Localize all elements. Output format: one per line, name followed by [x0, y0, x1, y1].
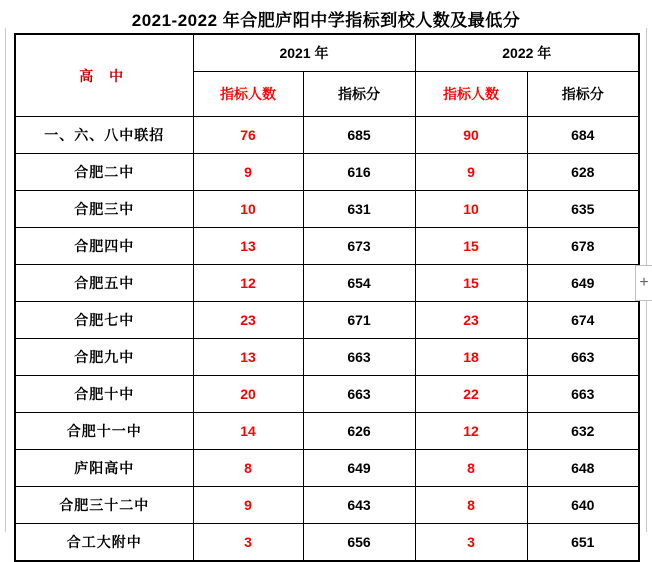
table-row — [15, 524, 639, 562]
cell-2022-count: 8 — [415, 487, 527, 524]
header-cell-school: 高 中 — [15, 34, 193, 117]
cell-2021-count: 76 — [193, 117, 303, 154]
cell-2021-score: 685 — [303, 117, 415, 154]
header-cell-2021-score: 指标分 — [303, 72, 415, 117]
cell-2021-count: 23 — [193, 302, 303, 339]
table-row — [15, 154, 639, 191]
cell-school: 合肥九中 — [15, 339, 193, 376]
table-row — [15, 413, 639, 450]
cell-2022-score: 640 — [527, 487, 639, 524]
cell-2022-count: 90 — [415, 117, 527, 154]
cell-2021-score: 643 — [303, 487, 415, 524]
cell-2022-score: 648 — [527, 450, 639, 487]
table-row — [15, 339, 639, 376]
table-row — [15, 376, 639, 413]
cell-2022-score: 678 — [527, 228, 639, 265]
cell-2021-count: 13 — [193, 339, 303, 376]
table-row — [15, 302, 639, 339]
cell-2021-count: 20 — [193, 376, 303, 413]
cell-2022-count: 10 — [415, 191, 527, 228]
cell-2021-score: 616 — [303, 154, 415, 191]
cell-2022-count: 23 — [415, 302, 527, 339]
cell-2021-score: 656 — [303, 524, 415, 562]
cell-2021-score: 673 — [303, 228, 415, 265]
cell-2022-score: 684 — [527, 117, 639, 154]
header-cell-year-2021: 2021 年 — [193, 34, 415, 72]
cell-school: 合肥十中 — [15, 376, 193, 413]
cell-2022-score: 674 — [527, 302, 639, 339]
cell-2021-score: 626 — [303, 413, 415, 450]
cell-school: 合肥四中 — [15, 228, 193, 265]
page-left-rule — [5, 28, 6, 532]
plus-icon: + — [639, 274, 649, 291]
indicator-table — [14, 33, 640, 562]
header-cell-2022-score: 指标分 — [527, 72, 639, 117]
cell-2021-score: 649 — [303, 450, 415, 487]
cell-2022-score: 649 — [527, 265, 639, 302]
cell-2022-count: 15 — [415, 265, 527, 302]
cell-school: 合肥三中 — [15, 191, 193, 228]
table-row — [15, 117, 639, 154]
table-row — [15, 228, 639, 265]
cell-school: 合肥五中 — [15, 265, 193, 302]
cell-school: 合肥十一中 — [15, 413, 193, 450]
cell-2022-score: 663 — [527, 376, 639, 413]
header-cell-2021-count: 指标人数 — [193, 72, 303, 117]
page-title: 2021-2022 年合肥庐阳中学指标到校人数及最低分 — [131, 11, 521, 30]
cell-2021-count: 8 — [193, 450, 303, 487]
cell-2021-count: 13 — [193, 228, 303, 265]
cell-2022-score: 632 — [527, 413, 639, 450]
header-cell-year-2022: 2022 年 — [415, 34, 639, 72]
cell-2022-score: 651 — [527, 524, 639, 562]
cell-2022-score: 663 — [527, 339, 639, 376]
header-cell-2022-count: 指标人数 — [415, 72, 527, 117]
cell-2022-score: 635 — [527, 191, 639, 228]
cell-2022-score: 628 — [527, 154, 639, 191]
cell-2021-count: 9 — [193, 154, 303, 191]
table-row — [15, 191, 639, 228]
table-row — [15, 450, 639, 487]
table-row — [15, 487, 639, 524]
cell-school: 合工大附中 — [15, 524, 193, 562]
cell-school: 合肥七中 — [15, 302, 193, 339]
cell-2022-count: 22 — [415, 376, 527, 413]
cell-2022-count: 3 — [415, 524, 527, 562]
cell-2021-count: 10 — [193, 191, 303, 228]
cell-2021-count: 9 — [193, 487, 303, 524]
table-row — [15, 265, 639, 302]
cell-2021-count: 14 — [193, 413, 303, 450]
table-header-row-year — [15, 34, 639, 72]
cell-school: 合肥三十二中 — [15, 487, 193, 524]
cell-2021-score: 663 — [303, 339, 415, 376]
zoom-in-button[interactable] — [635, 265, 652, 301]
cell-school: 合肥二中 — [15, 154, 193, 191]
cell-2021-score: 663 — [303, 376, 415, 413]
cell-2022-count: 15 — [415, 228, 527, 265]
cell-2021-score: 631 — [303, 191, 415, 228]
cell-2021-score: 654 — [303, 265, 415, 302]
cell-2021-score: 671 — [303, 302, 415, 339]
cell-2022-count: 12 — [415, 413, 527, 450]
cell-2022-count: 18 — [415, 339, 527, 376]
cell-2022-count: 8 — [415, 450, 527, 487]
cell-2021-count: 3 — [193, 524, 303, 562]
cell-school: 庐阳高中 — [15, 450, 193, 487]
cell-school: 一、六、八中联招 — [15, 117, 193, 154]
cell-2021-count: 12 — [193, 265, 303, 302]
cell-2022-count: 9 — [415, 154, 527, 191]
